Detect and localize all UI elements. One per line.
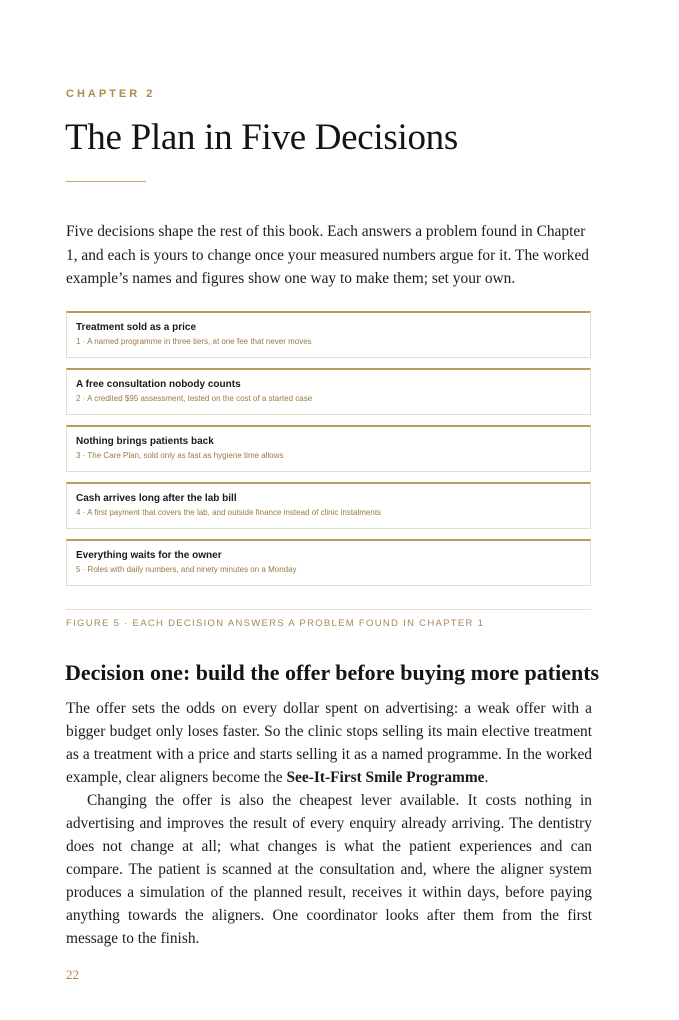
decision-subtitle: 2 · A credited $95 assessment, tested on the cost of a started case — [76, 394, 313, 403]
paragraph-text: The offer sets the odds on every dollar spent on advertising: a weak offer with a bigger budget only loses faster. So the clinic stops selling its main elective treatment as a treatment with a price and starts selling it as a named programme. In the worked example, clear aligners become the — [66, 700, 592, 786]
page-number: 22 — [66, 967, 79, 982]
decision-title: Treatment sold as a price — [76, 322, 197, 333]
decision-list — [66, 311, 591, 596]
figure-caption: FIGURE 5 · EACH DECISION ANSWERS A PROBLEM FOUND IN CHAPTER 1 — [66, 618, 485, 629]
figure-divider — [66, 609, 591, 610]
decision-card — [66, 311, 591, 358]
decision-subtitle: 4 · A first payment that covers the lab, and outside finance instead of clinic instalments — [76, 508, 382, 517]
title-divider — [66, 181, 146, 182]
decision-subtitle: 1 · A named programme in three tiers, at one fee that never moves — [76, 337, 312, 346]
chapter-label: CHAPTER 2 — [66, 88, 156, 100]
decision-subtitle: 5 · Roles with daily numbers, and ninety minutes on a Monday — [76, 565, 297, 574]
body-paragraph: Changing the offer is also the cheapest lever available. It costs nothing in advertising and improves the result of every enquiry already arriving. The dentistry does not change at all; what changes is what the patient experiences and can compare. The patient is scanned at the consultation and, where the aligner system produces a simulation of the planned result, receives it within days, before paying anything towards the aligners. One coordinator looks after them from the first message to the finish. — [66, 792, 592, 947]
decision-card — [66, 482, 591, 529]
body-paragraph — [66, 697, 592, 789]
decision-title: A free consultation nobody counts — [76, 379, 241, 390]
decision-card — [66, 368, 591, 415]
decision-subtitle: 3 · The Care Plan, sold only as fast as hygiene time allows — [76, 451, 284, 460]
section-body — [66, 697, 592, 950]
intro-paragraph: Five decisions shape the rest of this book. Each answers a problem found in Chapter 1, and each is yours to change once your measured numbers argue for it. The worked example’s names and figures show one way to make them; set your own. — [66, 223, 589, 287]
decision-title: Nothing brings patients back — [76, 436, 214, 447]
programme-name: See-It-First Smile Programme — [286, 769, 485, 786]
chapter-title: The Plan in Five Decisions — [65, 117, 458, 158]
decision-card — [66, 539, 591, 586]
decision-title: Everything waits for the owner — [76, 550, 222, 561]
decision-title: Cash arrives long after the lab bill — [76, 493, 237, 504]
section-heading: Decision one: build the offer before buying more patients — [65, 660, 600, 685]
paragraph-text: . — [484, 769, 489, 786]
decision-card — [66, 425, 591, 472]
